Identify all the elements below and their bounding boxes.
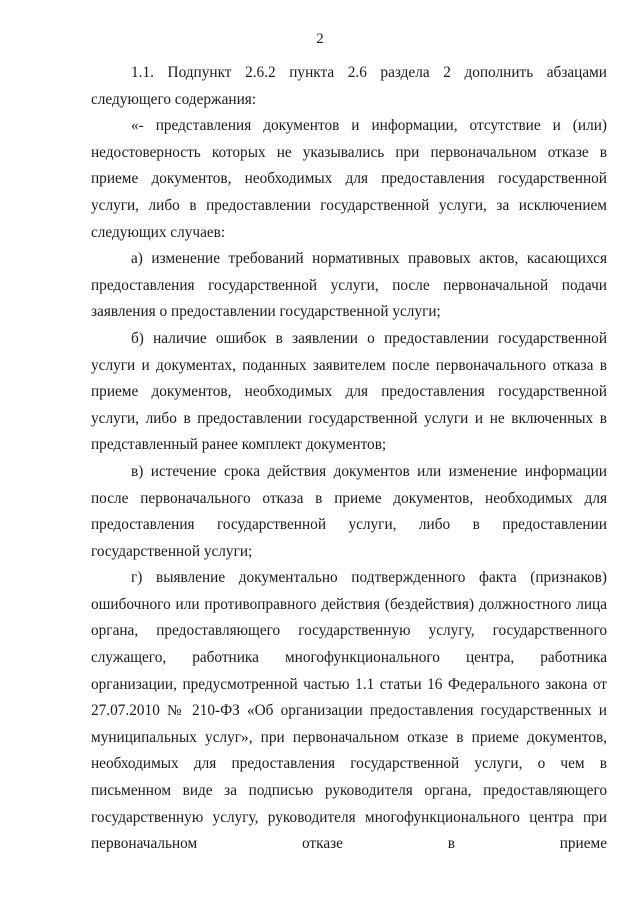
paragraph-item-b: б) наличие ошибок в заявлении о предоставлении государственной услуги и документах, поданных заявителем после первоначального отказа в приеме документов, необходимых для предоставления государственной услуги, либо в предоставлении государственной услуги и не включенных в представленный ранее комплект документов; [91, 329, 607, 454]
paragraph-item-v: в) истечение срока действия документов или изменение информации после первоначального отказа в приеме документов, необходимых для предоставления государственной услуги, либо в предоставлении государственной услуги; [91, 462, 607, 560]
paragraph-quote-start: «- представления документов и информации, отсутствие и (или) недостоверность которых не указывались при первоначальном отказе в приеме документов, необходимых для предоставления государственной услуги, либо в предоставлении государственной услуги, за исключением следующих случаев: [91, 117, 607, 241]
paragraph-1-1: 1.1. Подпункт 2.6.2 пункта 2.6 раздела 2 дополнить абзацами следующего содержания: [91, 64, 607, 108]
paragraph-item-a: а) изменение требований нормативных правовых актов, касающихся предоставления государственной услуги, после первоначальной подачи заявления о предоставлении государственной услуги; [91, 250, 607, 321]
paragraph-item-g: г) выявление документально подтвержденного факта (признаков) ошибочного или противоправного действия (бездействия) должностного лица органа, предоставляющего государственную услугу, государственного служащего, работника многофункционального центра, работника организации, предусмотренной частью 1.1 статьи 16 Федерального закона от 27.07.2010 № 210-ФЗ «Об организации предоставления государственных и муниципальных услуг», при первоначальном отказе в приеме документов, необходимых для предоставления государственной услуги, о чем в письменном виде за подписью руководителя органа, предоставляющего государственную услугу, руководителя многофункционального центра при первоначальном отказе в приеме [91, 569, 607, 853]
document-body [91, 60, 607, 858]
page-number: 2 [316, 31, 324, 47]
